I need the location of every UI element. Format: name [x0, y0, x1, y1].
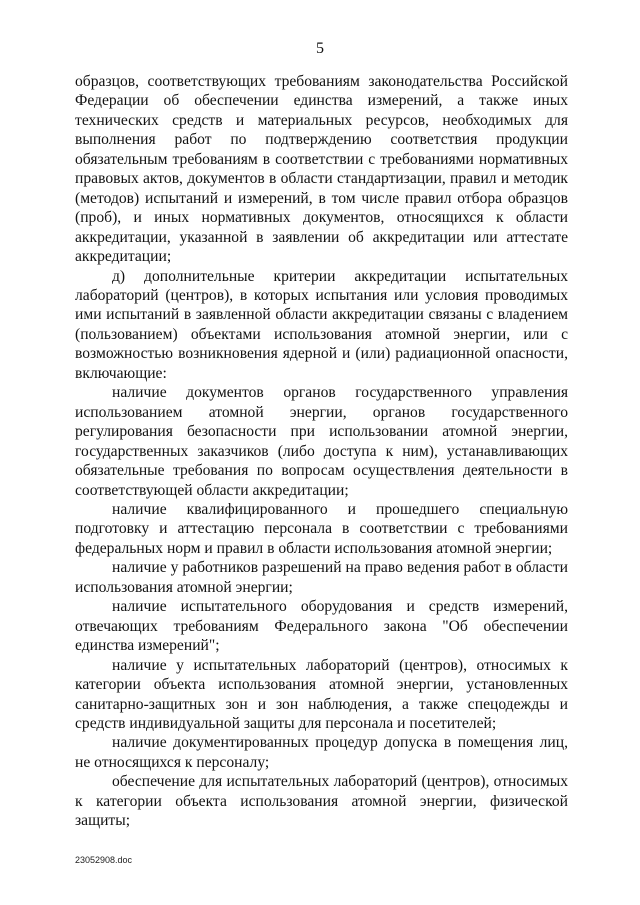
- paragraph-2: д) дополнительные критерии аккредитации испытательных лабораторий (центров), в которых испытания или условия проводимых ими испытаний в заявленной области аккредитации связаны с владением (пользованием) объектами использования атомной энергии, или с возможностью возникновения ядерной и (или) радиационной опасности, включающие:: [75, 267, 568, 382]
- paragraph-6: наличие испытательного оборудования и средств измерений, отвечающих требованиям Федерального закона "Об обеспечении единства измерений";: [75, 598, 568, 655]
- paragraph-9: обеспечение для испытательных лабораторий (центров), относимых к категории объекта использования атомной энергии, физической защиты;: [75, 773, 568, 830]
- footer-filename: 23052908.doc: [75, 855, 133, 865]
- paragraph-1: образцов, соответствующих требованиям законодательства Российской Федерации об обеспечении единства измерений, а также иных технических средств и материальных ресурсов, необходимых для выполнения работ по подтверждению соответствия продукции обязательным требованиям в соответствии с требованиями нормативных правовых актов, документов в области стандартизации, правил и методик (методов) испытаний и измерений, в том числе правил отбора образцов (проб), и иных нормативных документов, относящихся к области аккредитации, указанной в заявлении об аккредитации или аттестате аккредитации;: [75, 73, 568, 266]
- page-number: 5: [316, 40, 324, 57]
- paragraph-5: наличие у работников разрешений на право ведения работ в области использования атомной энергии;: [75, 559, 568, 596]
- paragraph-8: наличие документированных процедур допуска в помещения лиц, не относящихся к персоналу;: [75, 734, 568, 771]
- paragraph-4: наличие квалифицированного и прошедшего специальную подготовку и аттестацию персонала в соответствии с требованиями федеральных норм и правил в области использования атомной энергии;: [75, 500, 568, 557]
- paragraph-7: наличие у испытательных лабораторий (центров), относимых к категории объекта использования атомной энергии, установленных санитарно-защитных зон и зон наблюдения, а также спецодежды и средств индивидуальной защиты для персонала и посетителей;: [75, 656, 568, 732]
- paragraph-3: наличие документов органов государственного управления использованием атомной энергии, органов государственного регулирования безопасности при использовании атомной энергии, государственных заказчиков (либо доступа к ним), устанавливающих обязательные требования по вопросам осуществления деятельности в соответствующей области аккредитации;: [75, 384, 568, 499]
- document-body: [75, 72, 568, 831]
